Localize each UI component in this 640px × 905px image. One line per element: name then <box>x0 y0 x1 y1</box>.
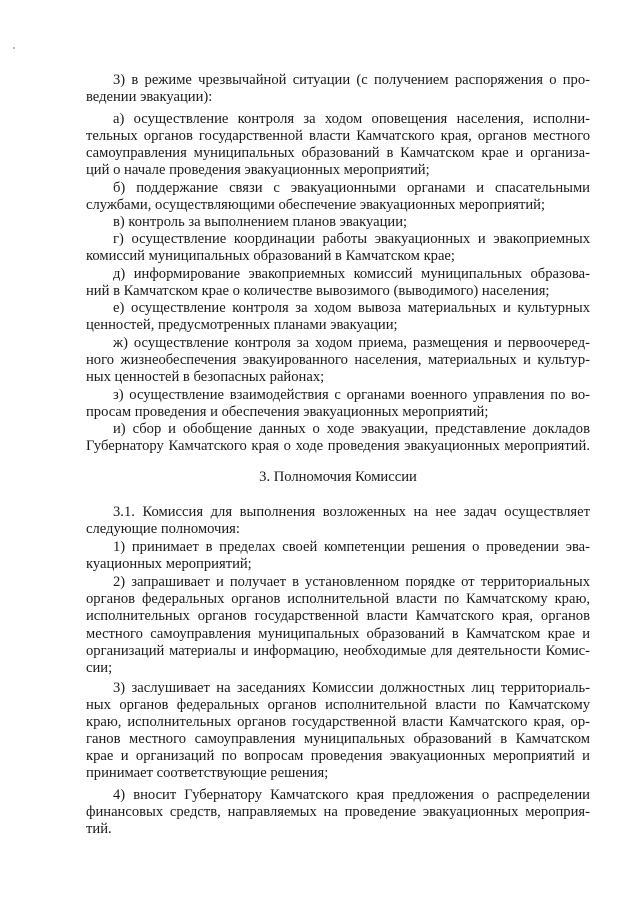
text-line: ценностей, предусмотренных планами эвакуации; <box>86 317 398 333</box>
text-line: 3) заслушивает на заседаниях Комиссии должностных лиц территориаль- <box>113 680 590 696</box>
text-line: 3.1. Комиссия для выполнения возложенных на нее задач осуществляет <box>113 504 590 520</box>
text-line: организаций материалы и информацию, необходимые для деятельности Комис- <box>86 643 590 659</box>
text-line: ного жизнеобеспечения эвакуированного населения, материальных и культур- <box>86 352 590 368</box>
text-line: в) контроль за выполнением планов эвакуации; <box>113 214 408 230</box>
text-line: самоуправления муниципальных образований в Камчатском крае и организа- <box>86 145 590 161</box>
text-line: ных органов федеральных органов исполнительной власти по Камчатскому <box>86 697 590 713</box>
text-line: ций о начале проведения эвакуационных мероприятий; <box>86 162 430 178</box>
text-line: исполнительных органов государственной власти Камчатского края, органов <box>86 608 590 624</box>
text-line: 2) запрашивает и получает в установленном порядке от территориальных <box>113 574 590 590</box>
text-line: г) осуществление координации работы эвакуационных и эвакоприемных <box>113 231 590 247</box>
text-line: просам проведения и обеспечения эвакуационных мероприятий; <box>86 404 489 420</box>
text-line: куационных мероприятий; <box>86 556 252 572</box>
text-line: органов федеральных органов исполнительной власти по Камчатскому краю, <box>86 591 590 607</box>
text-line: б) поддержание связи с эвакуационными органами и спасательными <box>113 180 590 196</box>
text-line: следующие полномочия: <box>86 521 240 537</box>
text-line: ных ценностей в безопасных районах; <box>86 369 325 385</box>
text-line: 1) принимает в пределах своей компетенции решения о проведении эва- <box>113 539 590 555</box>
text-line: тельных органов государственной власти Камчатского края, органов местного <box>86 128 590 144</box>
text-line: местного самоуправления муниципальных образований в Камчатском крае и <box>86 626 590 642</box>
text-line: тий. <box>86 821 112 837</box>
section-heading: 3. Полномочия Комиссии <box>259 469 417 485</box>
text-line: е) осуществление контроля за ходом вывоза материальных и культурных <box>113 300 590 316</box>
text-line: крае и организаций по вопросам проведения эвакуационных мероприятий и <box>86 748 590 764</box>
text-line: финансовых средств, направляемых на проведение эвакуационных мероприя- <box>86 804 590 820</box>
text-line: краю, исполнительных органов государственной власти Камчатского края, ор- <box>86 714 590 730</box>
text-line: ний в Камчатском крае о количестве вывозимого (выводимого) населения; <box>86 283 550 299</box>
text-line: службами, осуществляющими обеспечение эвакуационных мероприятий; <box>86 197 546 213</box>
text-line: 4) вносит Губернатору Камчатского края предложения о распределении <box>113 787 590 803</box>
text-line: ганов местного самоуправления муниципальных образований в Камчатском <box>86 731 590 747</box>
text-line: а) осуществление контроля за ходом оповещения населения, исполни- <box>113 111 590 127</box>
text-line: д) информирование эвакоприемных комиссий муниципальных образова- <box>113 266 590 282</box>
text-line: 3) в режиме чрезвычайной ситуации (с получением распоряжения о про- <box>113 72 590 88</box>
scan-speck <box>13 47 15 49</box>
text-line: ж) осуществление контроля за ходом приема, размещения и первоочеред- <box>113 335 590 351</box>
text-line: принимает соответствующие решения; <box>86 765 329 781</box>
text-line: з) осуществление взаимодействия с органами военного управления по во- <box>113 387 590 403</box>
text-line: Губернатору Камчатского края о ходе проведения эвакуационных мероприятий. <box>86 438 590 454</box>
text-line: комиссий муниципальных образований в Камчатском крае; <box>86 248 455 264</box>
text-line: сии; <box>86 660 113 676</box>
text-line: и) сбор и обобщение данных о ходе эвакуации, представление докладов <box>113 421 590 437</box>
text-line: ведении эвакуации): <box>86 89 213 105</box>
